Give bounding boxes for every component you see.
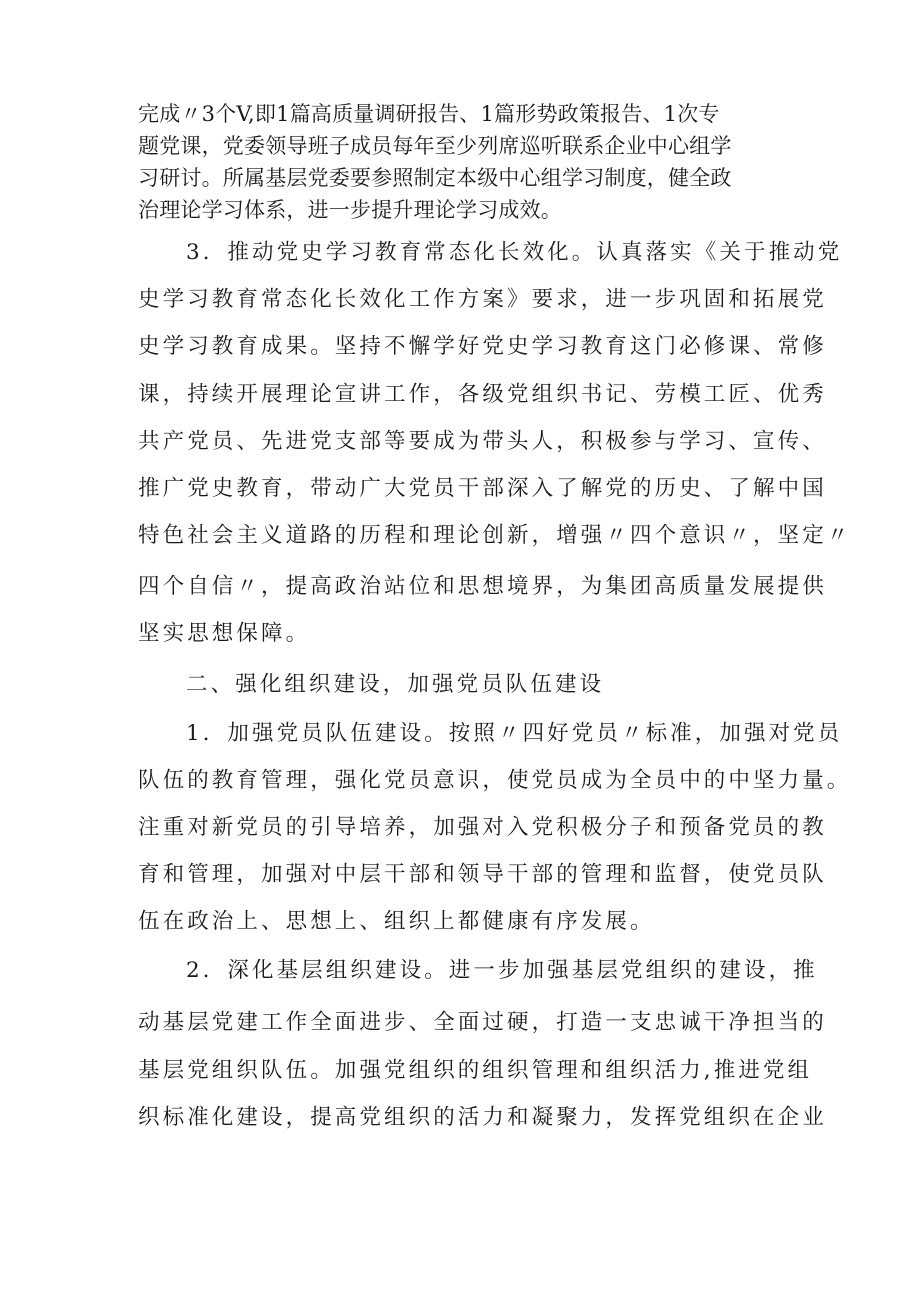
paragraph-3-line-4: 育和管理，加强对中层干部和领导干部的管理和监督，使党员队 (138, 862, 827, 887)
paragraph-3-line-3: 注重对新党员的引导培养，加强对入党积极分子和预备党员的教 (138, 815, 827, 840)
paragraph-3-line-1: 1．加强党员队伍建设。按照〃四好党员〃标准，加强对党员 (186, 721, 843, 746)
paragraph-4-line-4: 织标准化建设，提高党组织的活力和凝聚力，发挥党组织在企业 (138, 1105, 827, 1130)
paragraph-2-line-8: 四个自信〃，提高政治站位和思想境界，为集团高质量发展提供 (138, 574, 827, 599)
paragraph-3-line-2: 队伍的教育管理，强化党员意识，使党员成为全员中的中坚力量。 (138, 768, 852, 793)
section-heading: 二、强化组织建设，加强党员队伍建设 (186, 672, 605, 697)
paragraph-2-line-9: 坚实思想保障。 (138, 621, 311, 646)
paragraph-4-line-2: 动基层党建工作全面进步、全面过硬，打造一支忠诚干净担当的 (138, 1010, 827, 1035)
paragraph-2-line-3: 史学习教育成果。坚持不懈学好党史学习教育这门必修课、常修 (138, 334, 827, 359)
paragraph-4-line-1: 2．深化基层组织建设。进一步加强基层党组织的建设，推 (186, 958, 818, 983)
paragraph-2-line-5: 共产党员、先进党支部等要成为带头人，积极参与学习、宣传、 (138, 429, 827, 454)
paragraph-2-line-7: 特色社会主义道路的历程和理论创新，增强〃四个意识〃，坚定〃 (138, 523, 852, 548)
paragraph-1-line-4: 治理论学习体系，进一步提升理论学习成效。 (138, 198, 562, 222)
paragraph-3-line-5: 伍在政治上、思想上、组织上都健康有序发展。 (138, 909, 655, 934)
paragraph-2-line-1: 3．推动党史学习教育常态化长效化。认真落实《关于推动党 (186, 240, 843, 265)
paragraph-2-line-2: 史学习教育常态化长效化工作方案》要求，进一步巩固和拓展党 (138, 287, 827, 312)
paragraph-4-line-3: 基层党组织队伍。加强党组织的组织管理和组织活力,推进党组 (138, 1058, 813, 1083)
paragraph-2-line-4: 课，持续开展理论宣讲工作，各级党组织书记、劳模工匠、优秀 (138, 382, 827, 407)
paragraph-1-line-2: 题党课，党委领导班子成员每年至少列席巡听联系企业中心组学 (138, 134, 732, 158)
paragraph-2-line-6: 推广党史教育，带动广大党员干部深入了解党的历史、了解中国 (138, 476, 827, 501)
paragraph-1-line-1: 完成〃3个V,即1篇高质量调研报告、1篇形势政策报告、1次专 (138, 102, 720, 126)
paragraph-1-line-3: 习研讨。所属基层党委要参照制定本级中心组学习制度，健全政 (138, 166, 732, 190)
